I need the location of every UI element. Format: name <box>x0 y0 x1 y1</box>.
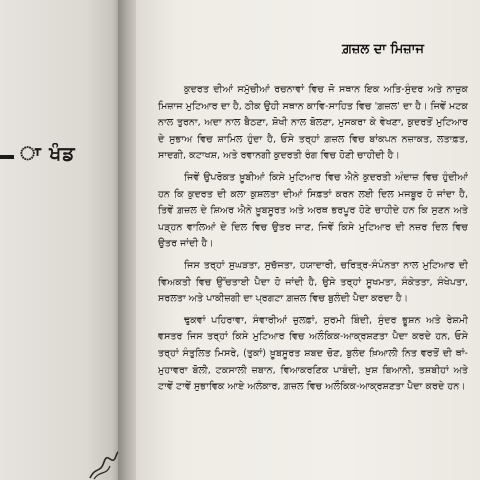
left-page-heading-text: ਾ ਖੰਡ <box>20 143 76 165</box>
paragraph: ਜਿਵੇਂ ਉਪਰੋਕਤ ਖ਼ੂਬੀਆਂ ਕਿਸੇ ਮੁਟਿਆਰ ਵਿਚ ਐਨੇ ਕੁਦਰਤੀ ਅੰਦਾਜ਼ ਵਿਚ ਹੁੰਦੀਆਂ ਹਨ ਕਿ ਕੁਦਰਤ ਦੀ ਕਲਾ ਕੁਸ਼ਲਤਾ ਦੀਆਂ ਸਿਫ਼ਤਾਂ ਕਰਨ ਲਈ ਦਿਲ ਮਜਬੂਰ ਹੋ ਜਾਂਦਾ ਹੈ, ਤਿਵੇਂ ਗ਼ਜ਼ਲ ਦੇ ਸ਼ਿਅਰ ਐਨੇ ਖ਼ੂਬਸੂਰਤ ਅਤੇ ਅਰਥ ਭਰਪੂਰ ਹੋਣੇ ਚਾਹੀਦੇ ਹਨ ਕਿ ਸੁਣਨ ਅਤੇ ਪੜ੍ਹਨ ਵਾਲਿਆਂ ਦੇ ਦਿਲ ਵਿਚ ਉਤਰ ਜਾਣ, ਜਿਵੇਂ ਕਿਸੇ ਮੁਟਿਆਰ ਦੀ ਨਜ਼ਰ ਦਿਲ ਵਿਚ ਉਤਰ ਜਾਂਦੀ ਹੈ। <box>158 171 468 250</box>
left-page-heading <box>0 143 110 165</box>
paragraph: ਕੁਦਰਤ ਦੀਆਂ ਸਮੁੱਚੀਆਂ ਰਚਨਾਵਾਂ ਵਿਚ ਜੋ ਸਥਾਨ ਇਕ ਅਤਿ-ਸੁੰਦਰ ਅਤੇ ਨਾਜ਼ੁਕ ਮਿਜ਼ਾਜ ਮੁਟਿਆਰ ਦਾ ਹੈ, ਠੀਕ ਉਹੀ ਸਥਾਨ ਕਾਵਿ-ਸਾਹਿਤ ਵਿਚ 'ਗ਼ਜ਼ਲ' ਦਾ ਹੈ। ਜਿਵੇਂ ਮਟਕ ਨਾਲ ਤੁਰਨਾ, ਅਦਾ ਨਾਲ ਬੈਠਣਾ, ਸ਼ੋਖੀ ਨਾਲ ਬੋਲਣਾ, ਮੁਸਕਰਾ ਕੇ ਵੇਖਣਾ, ਕੁਦਰਤੋਂ ਮੁਟਿਆਰ ਦੇ ਸੁਭਾਅ ਵਿਚ ਸ਼ਾਮਿਲ ਹੁੰਦਾ ਹੈ, ਓਸੇ ਤਰ੍ਹਾਂ ਗ਼ਜ਼ਲ ਵਿਚ ਬਾਂਕਪਨ ਨਜ਼ਾਕਤ, ਲਤਾਫ਼ਤ, ਸਾਦਗੀ, ਕਟਾਖਸ਼, ਅਤੇ ਰਵਾਨਗੀ ਕੁਦਰਤੀ ਰੰਗ ਵਿਚ ਹੋਣੀ ਚਾਹੀਦੀ ਹੈ। <box>158 84 468 162</box>
heading-mark <box>0 155 14 159</box>
chapter-title: ਗ਼ਜ਼ਲ ਦਾ ਮਿਜ਼ਾਜ <box>342 42 424 57</box>
body-text <box>158 82 468 474</box>
paragraph: ਜਿਸ ਤਰ੍ਹਾਂ ਸੁਘੜਤਾ, ਸੁਚੱਜਤਾ, ਹਯਾਦਾਰੀ, ਚਰਿਤ੍ਰ-ਸੰਪੰਨਤਾ ਨਾਲ ਮੁਟਿਆਰ ਦੀ ਵਿਅਕਤੀ ਵਿਚ ਉੱਚਤਾਈ ਪੈਦਾ ਹੋ ਜਾਂਦੀ ਹੈ, ਉਸੇ ਤਰ੍ਹਾਂ ਸੂਖਮਤਾ, ਸੰਕੇਤਤਾ, ਸੰਖੇਪਤਾ, ਸਰਲਤਾ ਅਤੇ ਪਾਕੀਜ਼ਗੀ ਦਾ ਪ੍ਰਗਟਾ ਗ਼ਜ਼ਲ ਵਿਚ ਬੁਲੰਦੀ ਪੈਦਾ ਕਰਦਾ ਹੈ। <box>158 259 468 305</box>
left-page <box>0 0 122 480</box>
paragraph: ਢੁਕਵਾਂ ਪਹਿਰਾਵਾ, ਸੰਵਾਰੀਆਂ ਜ਼ੁਲਫ਼ਾਂ, ਸੁਰਮੀ ਬਿੰਦੀ, ਸੁੰਦਰ ਭੂਸ਼ਨ ਅਤੇ ਰੇਸ਼ਮੀ ਵਸਤਰ ਜਿਸ ਤਰ੍ਹਾਂ ਕਿਸੇ ਮੁਟਿਆਰ ਵਿਚ ਅਲੌਕਿਕ-ਆਕ੍ਰਸ਼ਣਤਾ ਪੈਦਾ ਕਰਦੇ ਹਨ, ਓਸੇ ਤਰ੍ਹਾਂ ਸੰਤੁਲਿਤ ਮਿਸਰੇ, (ਤੁਕਾਂ) ਖ਼ੂਬਸੂਰਤ ਸ਼ਬਦ ਚੋਣ, ਬੁਲੰਦ ਖ਼ਿਆਲੀ ਨਿਤ ਵਰਤੋਂ ਦੀ ਥਾਂ-ਮੁਹਾਵਰਾ ਬੋਲੀ, ਟਕਸਾਲੀ ਜ਼ਬਾਨ, ਵਿਆਕਰਣਿਕ ਪਾਬੰਦੀ, ਖ਼ੁਸ਼ ਬਿਆਨੀ, ਤਸ਼ਬੀਹਾਂ ਅਤੇ ਟਾਵੇਂ ਟਾਵੇਂ ਸੁਭਾਵਿਕ ਆਏ ਅਲੰਕਾਰ, ਗ਼ਜ਼ਲ ਵਿਚ ਅਲੌਕਿਕ-ਆਕ੍ਰਸ਼ਣਤਾ ਪੈਦਾ ਕਰਦੇ ਹਨ। <box>158 314 468 393</box>
